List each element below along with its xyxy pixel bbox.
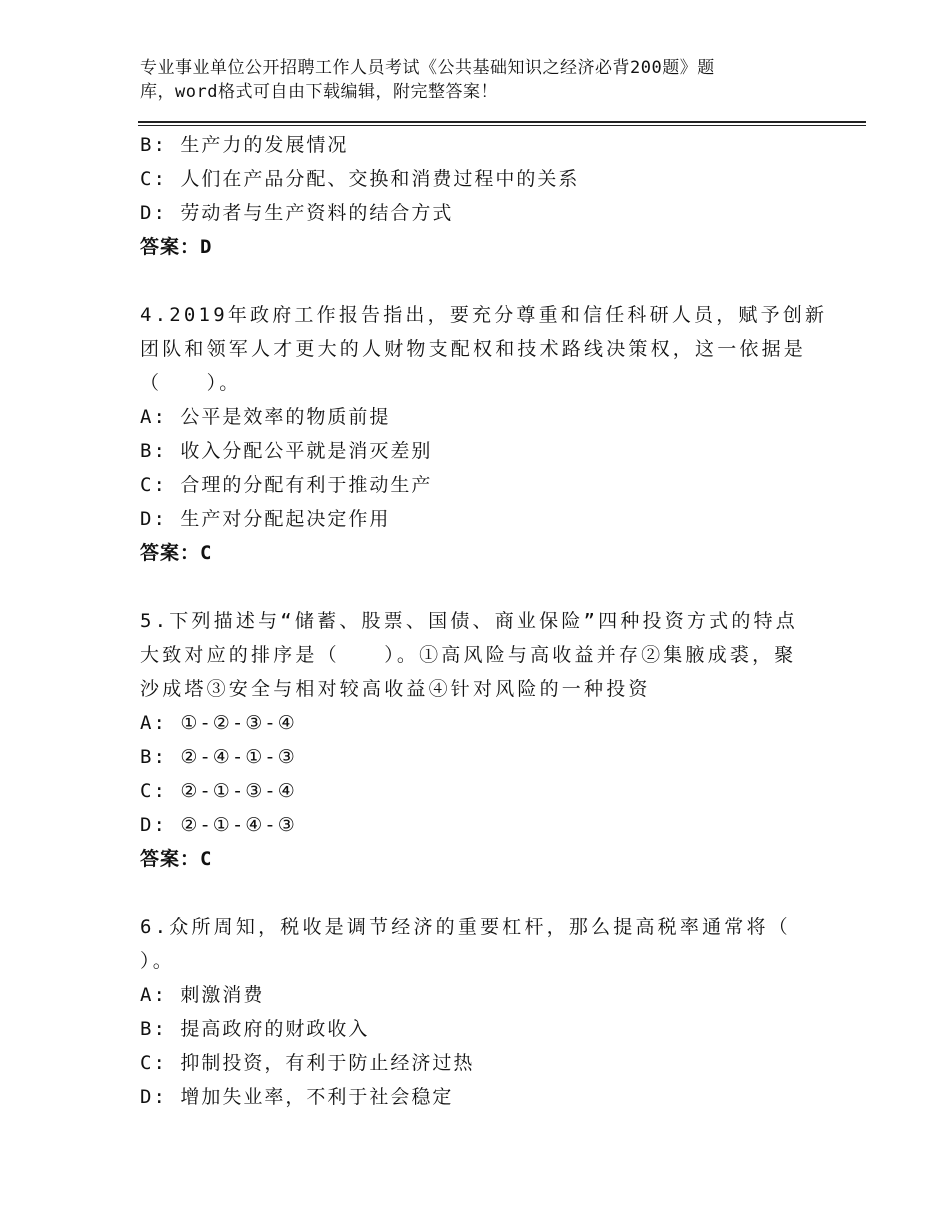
- question-stem-line: 团队和领军人才更大的人财物支配权和技术路线决策权，这一依据是: [140, 338, 807, 360]
- option-b: B: 提高政府的财政收入: [140, 1018, 370, 1040]
- spacer: [140, 876, 820, 910]
- option-c: C: 人们在产品分配、交换和消费过程中的关系: [140, 168, 580, 190]
- question-stem-line: 沙成塔③安全与相对较高收益④针对风险的一种投资: [140, 678, 651, 700]
- option-c: C: ②-①-③-④: [140, 780, 297, 802]
- question-3-tail: [140, 128, 820, 264]
- question-list: [140, 128, 828, 1114]
- question-stem-line: （ ）。: [140, 372, 242, 394]
- header-divider-thin: [138, 125, 866, 126]
- answer: 答案：C: [140, 542, 213, 564]
- answer: 答案：D: [140, 236, 213, 258]
- header-title-line-2: 库，word格式可自由下载编辑，附完整答案！: [140, 82, 498, 102]
- question-5: [140, 604, 820, 876]
- option-d: D: 增加失业率，不利于社会稳定: [140, 1086, 454, 1108]
- option-d: D: ②-①-④-③: [140, 814, 297, 836]
- question-stem-line: 4.2019年政府工作报告指出，要充分尊重和信任科研人员，赋予创新: [140, 304, 828, 326]
- option-b: B: 生产力的发展情况: [140, 134, 349, 156]
- spacer: [140, 264, 820, 298]
- question-stem-line: ）。: [140, 950, 175, 972]
- question-4: [140, 298, 828, 570]
- option-d: D: 劳动者与生产资料的结合方式: [140, 202, 454, 224]
- option-b: B: ②-④-①-③: [140, 746, 297, 768]
- header-divider-thick: [138, 121, 866, 123]
- option-a: A: 刺激消费: [140, 984, 265, 1006]
- page-header: [140, 56, 780, 104]
- option-c: C: 抑制投资，有利于防止经济过热: [140, 1052, 475, 1074]
- option-d: D: 生产对分配起决定作用: [140, 508, 391, 530]
- option-a: A: 公平是效率的物质前提: [140, 406, 391, 428]
- spacer: [140, 570, 820, 604]
- question-6: [140, 910, 820, 1114]
- question-stem-line: 6.众所周知，税收是调节经济的重要杠杆，那么提高税率通常将（: [140, 916, 791, 938]
- question-stem-line: 大致对应的排序是（ ）。①高风险与高收益并存②集腋成裘，聚: [140, 644, 797, 666]
- option-a: A: ①-②-③-④: [140, 712, 297, 734]
- question-stem-line: 5.下列描述与“储蓄、股票、国债、商业保险”四种投资方式的特点: [140, 610, 798, 632]
- option-c: C: 合理的分配有利于推动生产: [140, 474, 433, 496]
- option-b: B: 收入分配公平就是消灭差别: [140, 440, 433, 462]
- answer: 答案：C: [140, 848, 213, 870]
- header-title-line-1: 专业事业单位公开招聘工作人员考试《公共基础知识之经济必背200题》题: [140, 58, 715, 78]
